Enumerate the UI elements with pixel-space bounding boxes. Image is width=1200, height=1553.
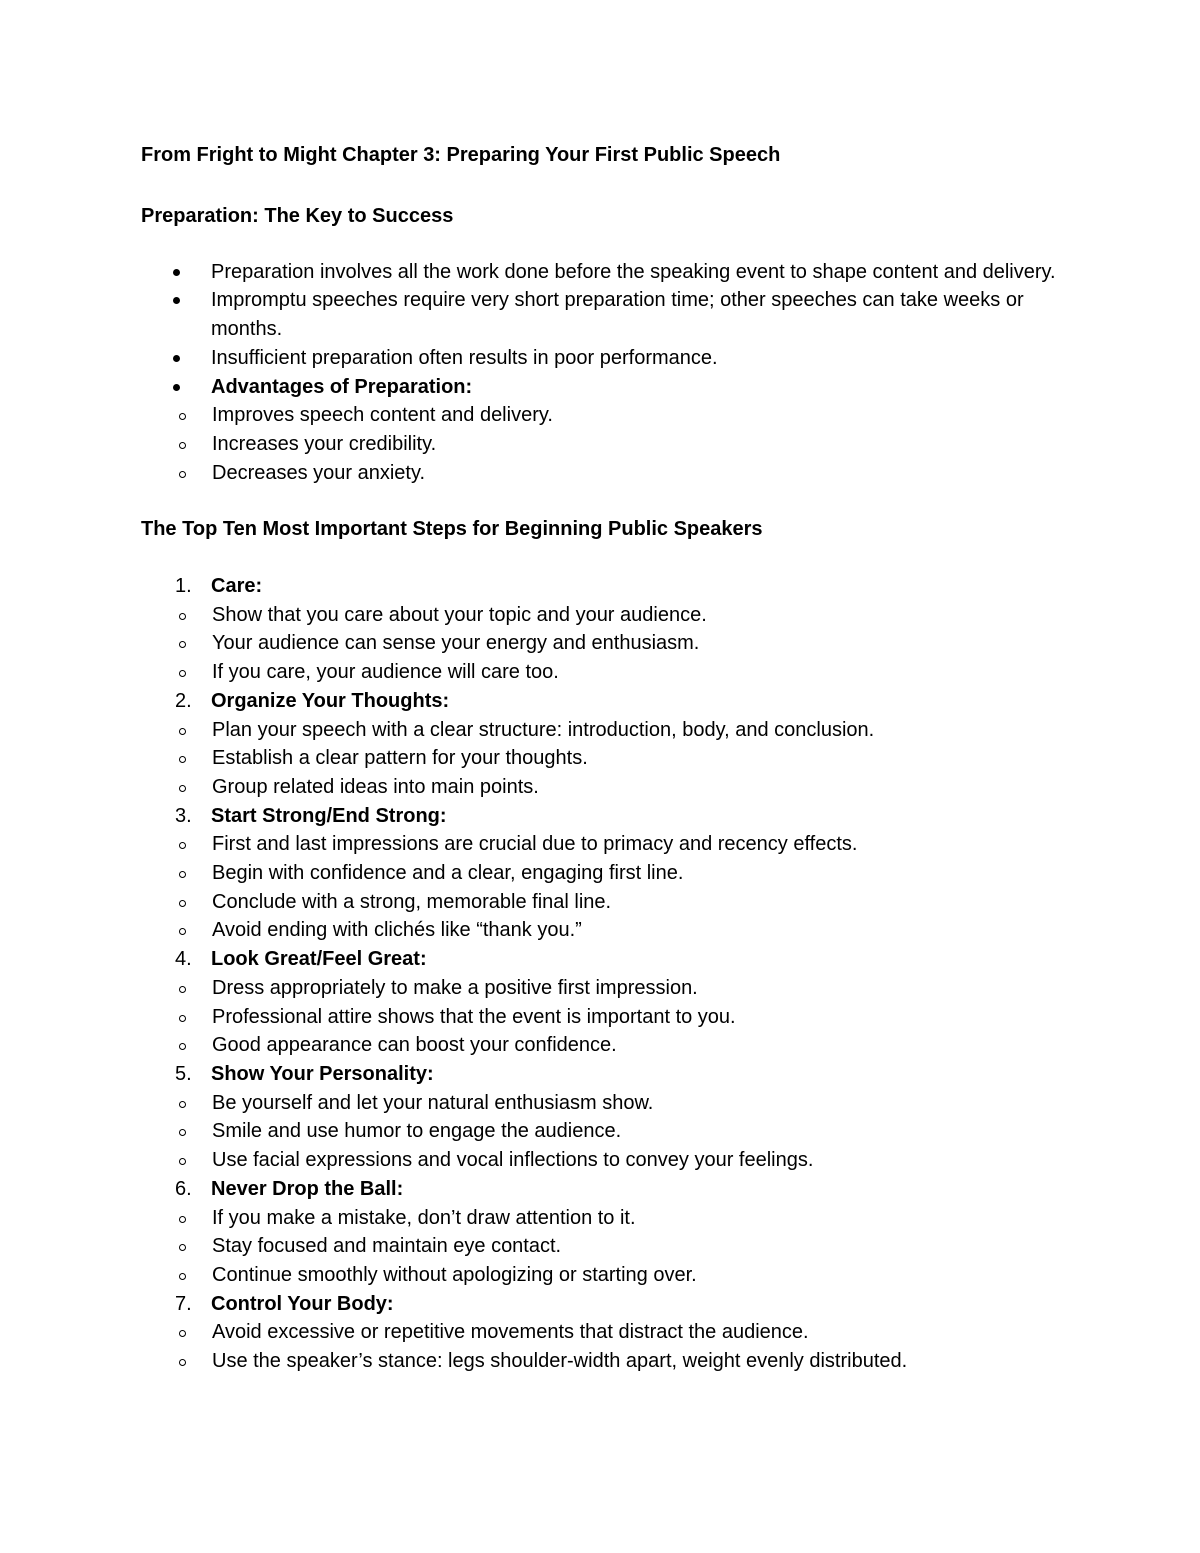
steps-numbered-list <box>141 572 1061 1376</box>
sub-list-item <box>141 1003 1061 1032</box>
list-item-text: Impromptu speeches require very short preparation time; other speeches can take weeks or months. <box>211 289 1024 341</box>
sub-list-item-text: Avoid ending with clichés like “thank you.” <box>212 919 582 942</box>
list-item-text: Preparation involves all the work done before the speaking event to shape content and delivery. <box>211 260 1056 283</box>
document-title: From Fright to Might Chapter 3: Preparing Your First Public Speech <box>141 144 781 166</box>
sub-list-item-text: Your audience can sense your energy and enthusiasm. <box>212 632 700 655</box>
sub-list-item-text: Dress appropriately to make a positive first impression. <box>212 976 698 999</box>
circle-bullet-icon <box>177 1089 197 1117</box>
sub-list-item-text: Show that you care about your topic and your audience. <box>212 603 707 626</box>
list-item <box>141 258 1061 287</box>
sub-list-item <box>141 658 1061 687</box>
step-label: Care: <box>211 575 263 598</box>
step-label: Never Drop the Ball: <box>211 1177 404 1200</box>
sub-list-item <box>141 629 1061 658</box>
sub-list-item-text: Be yourself and let your natural enthusiasm show. <box>212 1091 654 1114</box>
circle-bullet-icon <box>177 430 197 458</box>
step-number: 6. <box>175 1177 192 1200</box>
circle-bullet-icon <box>177 859 197 887</box>
sub-list-item <box>141 1232 1061 1261</box>
circle-bullet-icon <box>177 744 197 772</box>
circle-bullet-icon <box>177 1347 197 1375</box>
sub-list-item <box>141 744 1061 773</box>
circle-bullet-icon <box>177 1232 197 1260</box>
circle-bullet-icon <box>177 1031 197 1059</box>
step-item-show-personality <box>141 1060 1061 1089</box>
circle-bullet-icon <box>177 1261 197 1289</box>
step-label: Show Your Personality: <box>211 1062 434 1085</box>
sub-list-item-text: First and last impressions are crucial due to primacy and recency effects. <box>212 833 858 856</box>
step-number: 2. <box>175 689 192 712</box>
step-sublist <box>141 1318 1061 1375</box>
advantages-sublist <box>141 401 1061 487</box>
circle-bullet-icon <box>177 888 197 916</box>
circle-bullet-icon <box>177 601 197 629</box>
sub-list-item-text: Improves speech content and delivery. <box>212 404 553 427</box>
sub-list-item <box>141 459 1061 488</box>
step-sublist <box>141 601 1061 687</box>
step-label: Organize Your Thoughts: <box>211 689 450 712</box>
sub-list-item <box>141 1261 1061 1290</box>
step-number: 3. <box>175 804 192 827</box>
sub-list-item <box>141 601 1061 630</box>
section-heading-preparation: Preparation: The Key to Success <box>141 205 454 227</box>
step-sublist <box>141 830 1061 945</box>
step-item-organize <box>141 687 1061 716</box>
step-number: 4. <box>175 948 192 971</box>
sub-list-item-text: Conclude with a strong, memorable final line. <box>212 890 612 913</box>
circle-bullet-icon <box>177 773 197 801</box>
step-number: 7. <box>175 1292 192 1315</box>
list-item <box>141 344 1061 373</box>
circle-bullet-icon <box>177 1117 197 1145</box>
sub-list-item <box>141 1146 1061 1175</box>
list-item-advantages <box>141 373 1061 402</box>
circle-bullet-icon <box>177 629 197 657</box>
sub-list-item <box>141 1089 1061 1118</box>
step-sublist <box>141 1089 1061 1175</box>
sub-list-item <box>141 888 1061 917</box>
sub-list-item-text: Increases your credibility. <box>212 432 437 455</box>
step-item-start-end-strong <box>141 802 1061 831</box>
sub-list-item <box>141 1204 1061 1233</box>
sub-list-item-text: Smile and use humor to engage the audience. <box>212 1120 622 1143</box>
step-number: 5. <box>175 1062 192 1085</box>
sub-list-item <box>141 1347 1061 1376</box>
sub-list-item-text: If you make a mistake, don’t draw attention to it. <box>212 1206 636 1229</box>
list-item-text: Insufficient preparation often results in poor performance. <box>211 346 718 369</box>
step-label: Control Your Body: <box>211 1292 394 1315</box>
sub-list-item <box>141 1031 1061 1060</box>
sub-list-item-text: Group related ideas into main points. <box>212 775 539 798</box>
sub-list-item-text: Use facial expressions and vocal inflections to convey your feelings. <box>212 1149 814 1172</box>
circle-bullet-icon <box>177 401 197 429</box>
sub-list-item-text: If you care, your audience will care too. <box>212 661 559 684</box>
preparation-bullet-list <box>141 258 1061 488</box>
circle-bullet-icon <box>177 830 197 858</box>
list-item <box>141 286 1061 343</box>
advantages-label: Advantages of Preparation: <box>211 375 473 398</box>
circle-bullet-icon <box>177 1204 197 1232</box>
sub-list-item <box>141 716 1061 745</box>
sub-list-item-text: Continue smoothly without apologizing or starting over. <box>212 1263 697 1286</box>
circle-bullet-icon <box>177 658 197 686</box>
circle-bullet-icon <box>177 716 197 744</box>
circle-bullet-icon <box>177 974 197 1002</box>
sub-list-item-text: Stay focused and maintain eye contact. <box>212 1235 562 1258</box>
step-item-look-great <box>141 945 1061 974</box>
step-number: 1. <box>175 575 192 598</box>
sub-list-item-text: Begin with confidence and a clear, engaging first line. <box>212 862 684 885</box>
sub-list-item <box>141 1318 1061 1347</box>
step-item-care <box>141 572 1061 601</box>
step-item-never-drop-ball <box>141 1175 1061 1204</box>
sub-list-item-text: Decreases your anxiety. <box>212 461 426 484</box>
sub-list-item-text: Avoid excessive or repetitive movements that distract the audience. <box>212 1321 809 1344</box>
step-item-control-body <box>141 1290 1061 1319</box>
circle-bullet-icon <box>177 1318 197 1346</box>
circle-bullet-icon <box>177 1003 197 1031</box>
document-body <box>141 141 1061 1376</box>
step-label: Start Strong/End Strong: <box>211 804 447 827</box>
sub-list-item-text: Professional attire shows that the event is important to you. <box>212 1005 736 1028</box>
sub-list-item <box>141 916 1061 945</box>
sub-list-item-text: Establish a clear pattern for your thoughts. <box>212 747 588 770</box>
circle-bullet-icon <box>177 1146 197 1174</box>
sub-list-item <box>141 1117 1061 1146</box>
sub-list-item <box>141 430 1061 459</box>
step-label: Look Great/Feel Great: <box>211 948 427 971</box>
section-heading-top-ten: The Top Ten Most Important Steps for Beginning Public Speakers <box>141 518 763 541</box>
sub-list-item-text: Plan your speech with a clear structure: introduction, body, and conclusion. <box>212 718 875 741</box>
sub-list-item-text: Use the speaker’s stance: legs shoulder-width apart, weight evenly distributed. <box>212 1350 908 1373</box>
step-sublist <box>141 1204 1061 1290</box>
sub-list-item <box>141 859 1061 888</box>
step-sublist <box>141 716 1061 802</box>
sub-list-item <box>141 401 1061 430</box>
sub-list-item <box>141 830 1061 859</box>
step-sublist <box>141 974 1061 1060</box>
sub-list-item <box>141 773 1061 802</box>
circle-bullet-icon <box>177 916 197 944</box>
circle-bullet-icon <box>177 459 197 487</box>
sub-list-item <box>141 974 1061 1003</box>
sub-list-item-text: Good appearance can boost your confidence. <box>212 1034 617 1057</box>
